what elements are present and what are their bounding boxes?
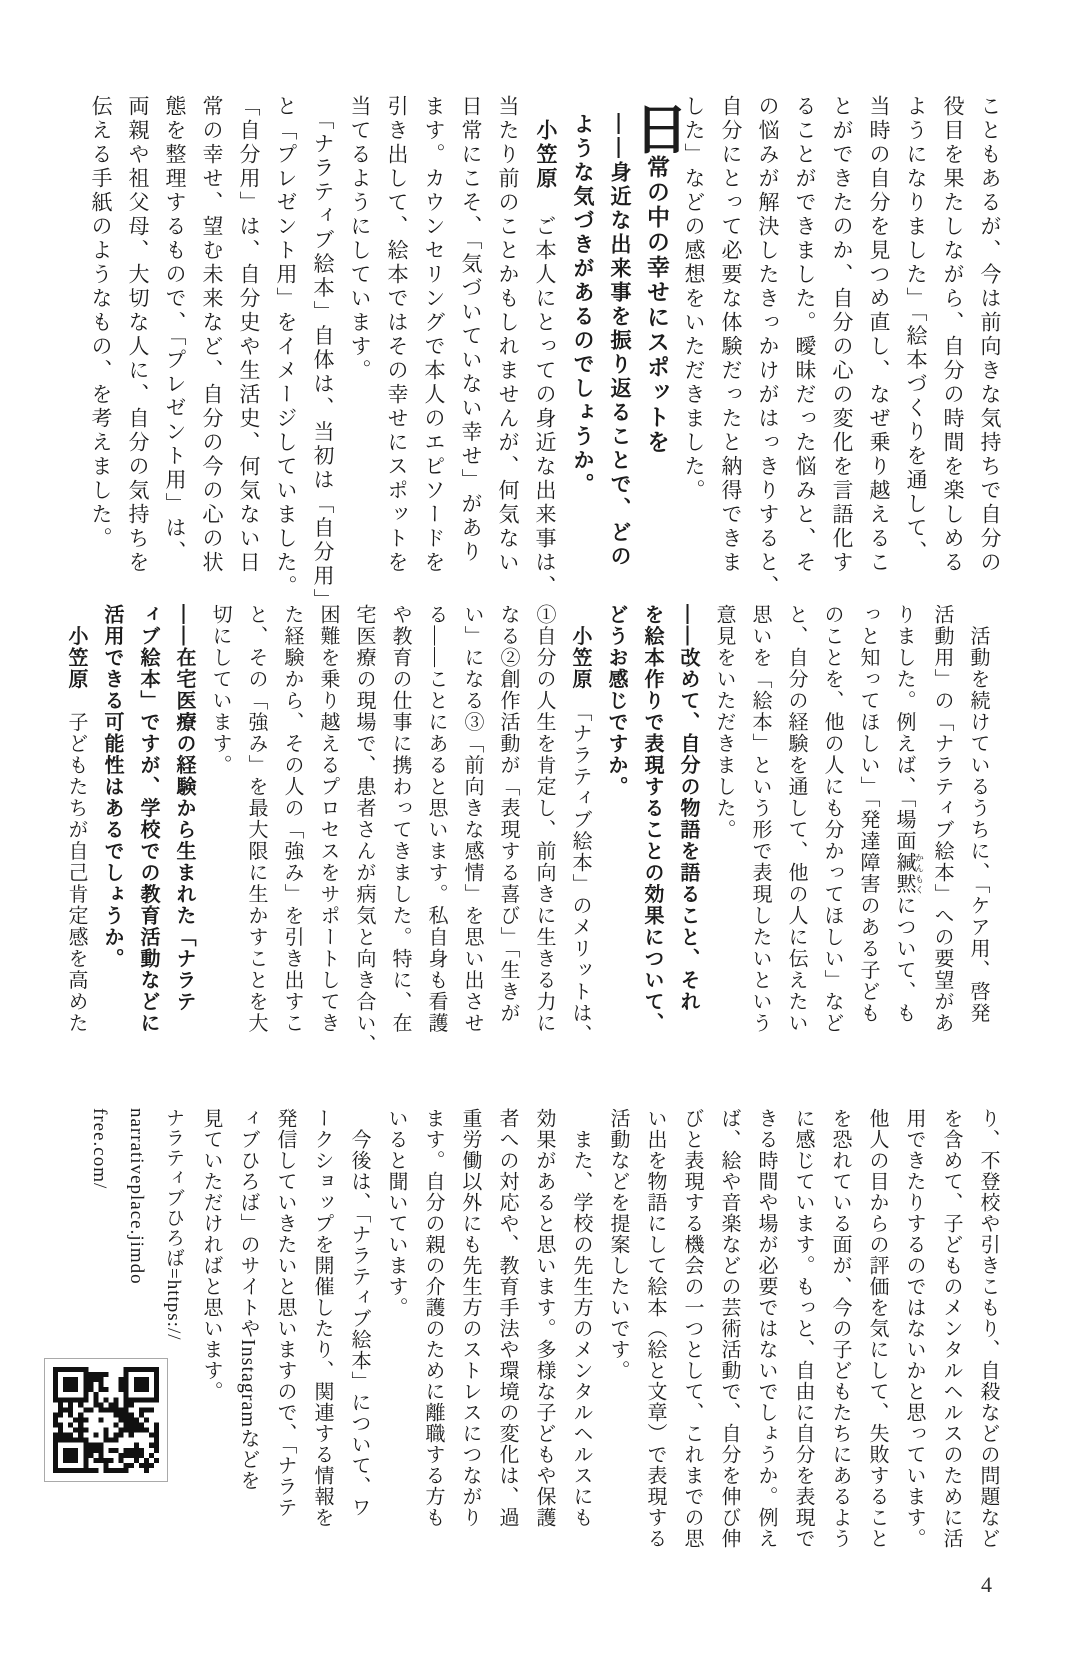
article-block-middle (58, 604, 996, 1056)
article-line: 効果があると思います。多様な子どもや保護 (533, 1108, 555, 1528)
interview-question-line: ――在宅医療の経験から生まれた「ナラテ (173, 604, 195, 1013)
interview-question-line: どうお感じですか。 (605, 604, 627, 798)
article-line: ます。カウンセリングで本人のエピソードを (422, 95, 446, 575)
article-line: 切にしています。 (209, 604, 231, 776)
article-line: 活動などを提案したいです。 (607, 1108, 629, 1381)
article-line: いると聞いています。 (385, 1108, 407, 1318)
article-line: 役目を果たしながら、自分の時間を楽しめる (941, 95, 965, 575)
article-line: を含めて、子どものメンタルヘルスのために活 (940, 1108, 962, 1549)
interview-question-line: ――身近な出来事を振り返ることで、どの (608, 113, 631, 569)
article-line: と、その「強み」を最大限に生かすことを大 (245, 604, 267, 1034)
article-line: 重労働以外にも先生方のストレスにつながり (459, 1108, 481, 1528)
article-line: 意見をいただきました。 (713, 604, 735, 841)
article-line: 見ていただければと思います。 (200, 1108, 222, 1402)
article-line: 思いを「絵本」という形で表現したいという (749, 604, 771, 1034)
article-line: 「ナラティブ絵本」自体は、当初は「自分用」 (311, 95, 335, 613)
article-line: る――ことにあると思います。私自身も看護 (425, 604, 447, 1034)
interview-question-line: ィブ絵本」ですが、学校での教育活動などに (137, 604, 159, 1034)
interview-question-line: 活用できる可能性はあるでしょうか。 (101, 604, 123, 970)
article-line: ば、絵や音楽などの芸術活動で、自分を伸び伸 (718, 1108, 740, 1549)
article-line: 困難を乗り越えるプロセスをサポートしてき (317, 604, 339, 1034)
article-block-bottom (81, 1108, 1006, 1552)
article-line: り、不登校や引きこもり、自殺などの問題など (977, 1108, 999, 1549)
qr-code (44, 1358, 168, 1482)
article-line: の悩みが解決したきっかけがはっきりすると、 (756, 95, 780, 599)
article-line: ることができました。曖昧だった悩みと、そ (793, 95, 817, 575)
url-note-line: narrativeplace.jimdo (126, 1108, 147, 1285)
article-line: 当てるようにしています。 (348, 95, 372, 383)
article-line: と「プレゼント用」をイメージしていました。 (274, 95, 298, 599)
article-line: 活動用」の「ナラティブ絵本」への要望があ (931, 604, 953, 1034)
article-line: 態を整理するもので、「プレゼント用」は、 (163, 95, 187, 565)
article-line: 活動を続けているうちに、「ケア用、啓発 (967, 604, 989, 1024)
article-line: こともあるが、今は前向きな気持ちで自分の (978, 95, 1002, 575)
article-line: とができたのか、自分の心の変化を言語化す (830, 95, 854, 575)
article-line: っと知ってほしい」「発達障害のある子ども (857, 604, 879, 1024)
article-line: きる時間や場が必要ではないでしょうか。例え (755, 1108, 777, 1549)
article-line: に感じています。もっと、自由に自分を表現で (792, 1108, 814, 1549)
article-line: 自分にとって必要な体験だったと納得できま (719, 95, 743, 575)
article-line: 引き出して、絵本ではその幸せにスポットを (385, 95, 409, 575)
article-line: 用できたりするのではないかと思っています。 (903, 1108, 925, 1549)
article-line: ①自分の人生を肯定し、前向きに生きる力に (533, 604, 555, 1034)
article-line: や教育の仕事に携わってきました。特に、在 (389, 604, 411, 1034)
article-line: 小笠原 ご本人にとっての身近な出来事は、 (533, 119, 557, 599)
article-line: りました。例えば、「場面緘黙 かんもくについて、も (893, 604, 924, 1024)
article-line: 今後は、「ナラティブ絵本」について、ワ (348, 1108, 370, 1518)
article-line: 宅医療の現場で、患者さんが病気と向き合い、 (353, 604, 375, 1056)
url-note-line: ナラティブひろば=https:// (163, 1108, 184, 1341)
qr-code-pattern (53, 1367, 159, 1473)
article-line: 日常にこそ、「気づいていない幸せ」があり (459, 95, 483, 565)
article-line: た経験から、その人の「強み」を引き出すこ (281, 604, 303, 1034)
article-line: 者への対応や、教育手法や環境の変化は、過 (496, 1108, 518, 1528)
article-line: びと表現する機会の一つとして、これまでの思 (681, 1108, 703, 1549)
article-line: を恐れている面が、今の子どもたちにあるよう (829, 1108, 851, 1549)
article-line: また、学校の先生方のメンタルヘルスにも (570, 1108, 592, 1528)
interview-question-line: ような気づきがあるのでしょうか。 (571, 113, 594, 497)
article-line: 小笠原 子どもたちが自己肯定感を高めた (65, 625, 87, 1034)
article-line: ィブひろば」のサイトやInstagramなどを (237, 1108, 259, 1491)
article-line: した」などの感想をいただきました。 (682, 95, 706, 503)
article-line: 「自分用」は、自分史や生活史、何気ない日 (237, 95, 261, 575)
article-line: 当時の自分を見つめ直し、なぜ乗り越えるこ (867, 95, 891, 575)
article-line: ようになりました」「絵本づくりを通して、 (904, 95, 928, 565)
article-line: 両親や祖父母、大切な人に、自分の気持ちを (126, 95, 150, 575)
article-line: 小笠原 「ナラティブ絵本」のメリットは、 (569, 625, 591, 1046)
article-line: い」になる③「前向きな感情」を思い出させ (461, 604, 483, 1034)
article-line: ます。自分の親の介護のために離職する方も (422, 1108, 444, 1528)
article-line: 伝える手紙のようなもの、を考えました。 (89, 95, 113, 551)
article-line: のことを、他の人にも分かってほしい」など (821, 604, 843, 1034)
article-line: 当たり前のことかもしれませんが、何気ない (496, 95, 520, 575)
interview-question-line: ――改めて、自分の物語を語ること、それ (677, 604, 699, 1013)
url-note-line: free.com/ (89, 1108, 110, 1190)
article-line: と、自分の経験を通して、他の人に伝えたい (785, 604, 807, 1034)
article-line: 常の幸せ、望む未来など、自分の今の心の状 (200, 95, 224, 575)
page-number: 4 (981, 1572, 992, 1597)
article-line: 発信していきたいと思いますので、「ナラテ (274, 1108, 296, 1518)
article-line: ークショップを開催したり、関連する情報を (311, 1108, 333, 1528)
interview-question-line: を絵本作りで表現することの効果について、 (641, 604, 663, 1034)
article-line: なる②創作活動が「表現する喜び」「生きが (497, 604, 519, 1024)
article-block-top (82, 95, 1008, 613)
article-line: い出を物語にして絵本（絵と文章）で表現する (644, 1108, 666, 1549)
article-line: 他人の目からの評価を気にして、失敗すること (866, 1108, 888, 1549)
section-heading: 日常の中の幸せにスポットを (627, 101, 687, 455)
